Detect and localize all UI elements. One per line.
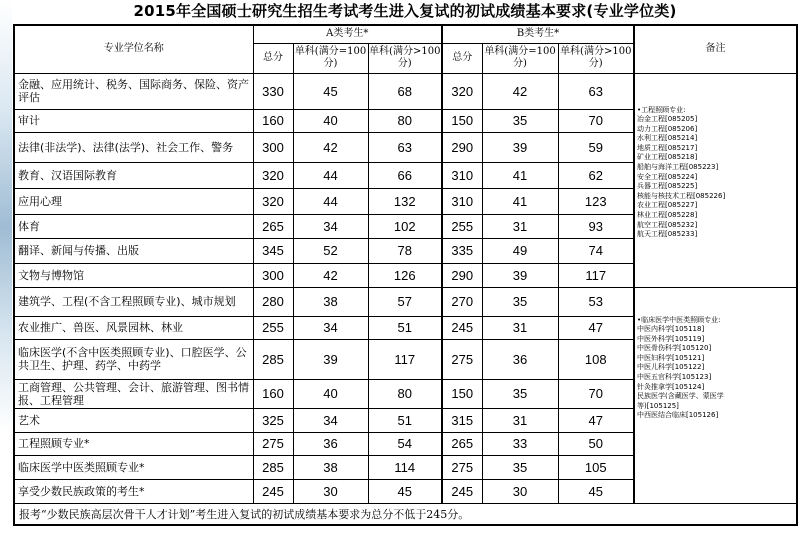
- a-total-cell: 285: [253, 339, 293, 379]
- remarks-item: 中医骨伤科学[105120]: [637, 344, 712, 353]
- header-row-1: [14, 25, 797, 43]
- score-table: [13, 24, 798, 526]
- footer-row: [14, 503, 797, 525]
- b-s2-cell: 123: [558, 188, 634, 214]
- b-s1-cell: 41: [482, 162, 558, 188]
- a-total-cell: 245: [253, 479, 293, 503]
- remarks-item: 地质工程[085217]: [637, 143, 698, 152]
- major-name-cell: 法律(非法学)、法律(法学)、社会工作、警务: [14, 132, 253, 162]
- major-name-cell: 教育、汉语国际教育: [14, 162, 253, 188]
- a-s2-cell: 114: [368, 455, 442, 479]
- b-s2-cell: 74: [558, 238, 634, 263]
- group-a-header: A类考生*: [253, 25, 442, 43]
- a-s1-cell: 40: [293, 379, 368, 408]
- a-single-low-header: 单科(满分=100分): [293, 43, 368, 73]
- a-s1-cell: 34: [293, 214, 368, 238]
- a-s2-cell: 63: [368, 132, 442, 162]
- a-single-high-header: 单科(满分>100分): [368, 43, 442, 73]
- a-s2-cell: 132: [368, 188, 442, 214]
- major-header: 专业学位名称: [14, 25, 253, 73]
- b-s1-cell: 35: [482, 455, 558, 479]
- major-name-cell: 审计: [14, 109, 253, 132]
- b-total-cell: 275: [442, 455, 482, 479]
- remarks-medicine-list: [634, 287, 797, 503]
- remarks-item: 农业工程[085227]: [637, 201, 698, 210]
- a-s2-cell: 80: [368, 109, 442, 132]
- major-name-cell: 工程照顾专业*: [14, 432, 253, 455]
- b-total-cell: 270: [442, 287, 482, 316]
- a-s1-cell: 44: [293, 162, 368, 188]
- a-total-cell: 320: [253, 188, 293, 214]
- remarks-item: 中医五官科学[105123]: [637, 373, 712, 382]
- a-total-cell: 325: [253, 408, 293, 432]
- b-s2-cell: 62: [558, 162, 634, 188]
- b-s1-cell: 49: [482, 238, 558, 263]
- a-total-cell: 285: [253, 455, 293, 479]
- a-s2-cell: 54: [368, 432, 442, 455]
- major-name-cell: 工商管理、公共管理、会计、旅游管理、图书情报、工程管理: [14, 379, 253, 408]
- b-s2-cell: 63: [558, 73, 634, 109]
- remarks-text: [637, 106, 796, 240]
- a-total-cell: 265: [253, 214, 293, 238]
- a-s1-cell: 39: [293, 339, 368, 379]
- b-s2-cell: 45: [558, 479, 634, 503]
- b-total-cell: 150: [442, 109, 482, 132]
- remarks-item: 针灸推拿学[105124]: [637, 382, 705, 391]
- a-s1-cell: 38: [293, 287, 368, 316]
- a-s1-cell: 38: [293, 455, 368, 479]
- remarks-item: 核能与核技术工程[085226]: [637, 191, 726, 200]
- remarks-item: 水利工程[085214]: [637, 134, 698, 143]
- a-s2-cell: 66: [368, 162, 442, 188]
- b-s2-cell: 93: [558, 214, 634, 238]
- b-s1-cell: 31: [482, 408, 558, 432]
- background-image-strip: [0, 0, 12, 542]
- b-total-cell: 275: [442, 339, 482, 379]
- group-b-header: B类考生*: [442, 25, 634, 43]
- b-s2-cell: 53: [558, 287, 634, 316]
- b-total-header: 总分: [442, 43, 482, 73]
- a-total-cell: 275: [253, 432, 293, 455]
- remarks-heading: •临床医学中医类照顾专业:: [637, 315, 721, 324]
- major-name-cell: 农业推广、兽医、风景园林、林业: [14, 316, 253, 339]
- a-total-cell: 255: [253, 316, 293, 339]
- b-s1-cell: 36: [482, 339, 558, 379]
- b-s2-cell: 59: [558, 132, 634, 162]
- a-total-header: 总分: [253, 43, 293, 73]
- b-total-cell: 315: [442, 408, 482, 432]
- a-s1-cell: 42: [293, 263, 368, 287]
- major-name-cell: 应用心理: [14, 188, 253, 214]
- a-s1-cell: 34: [293, 316, 368, 339]
- b-s1-cell: 35: [482, 287, 558, 316]
- remarks-item: 矿业工程[085218]: [637, 153, 698, 162]
- b-s1-cell: 41: [482, 188, 558, 214]
- a-s1-cell: 44: [293, 188, 368, 214]
- b-s2-cell: 47: [558, 316, 634, 339]
- b-single-high-header: 单科(满分>100分): [558, 43, 634, 73]
- remarks-item: 中医内科学[105118]: [637, 325, 705, 334]
- a-total-cell: 160: [253, 109, 293, 132]
- b-s1-cell: 30: [482, 479, 558, 503]
- remarks-item: 安全工程[085224]: [637, 172, 698, 181]
- remarks-text: [637, 316, 796, 422]
- major-name-cell: 翻译、新闻与传播、出版: [14, 238, 253, 263]
- b-total-cell: 255: [442, 214, 482, 238]
- b-total-cell: 245: [442, 316, 482, 339]
- a-s2-cell: 117: [368, 339, 442, 379]
- remarks-heading: •工程照顾专业:: [637, 105, 686, 114]
- major-name-cell: 临床医学中医类照顾专业*: [14, 455, 253, 479]
- page-title: 2015年全国硕士研究生招生考试考生进入复试的初试成绩基本要求(专业学位类): [133, 2, 677, 20]
- table-row: [14, 73, 797, 109]
- footer-note: 报考“少数民族高层次骨干人才计划”考生进入复试的初试成绩基本要求为总分不低于245分。: [14, 503, 797, 525]
- b-total-cell: 245: [442, 479, 482, 503]
- b-total-cell: 290: [442, 263, 482, 287]
- remarks-item: 等)[105125]: [637, 401, 679, 410]
- remarks-header: 备注: [634, 25, 797, 73]
- a-s2-cell: 51: [368, 316, 442, 339]
- remarks-item: 中医妇科学[105121]: [637, 353, 705, 362]
- major-name-cell: 建筑学、工程(不含工程照顾专业)、城市规划: [14, 287, 253, 316]
- a-s1-cell: 52: [293, 238, 368, 263]
- a-s1-cell: 36: [293, 432, 368, 455]
- a-total-cell: 300: [253, 132, 293, 162]
- a-s1-cell: 30: [293, 479, 368, 503]
- a-total-cell: 160: [253, 379, 293, 408]
- remarks-item: 民族医学(含藏医学、蒙医学: [637, 392, 724, 401]
- b-s1-cell: 39: [482, 263, 558, 287]
- remarks-item: 冶金工程[085205]: [637, 115, 698, 124]
- remarks-item: 航空工程[085232]: [637, 220, 698, 229]
- b-s1-cell: 31: [482, 214, 558, 238]
- a-total-cell: 300: [253, 263, 293, 287]
- b-s1-cell: 35: [482, 109, 558, 132]
- b-total-cell: 290: [442, 132, 482, 162]
- remarks-item: 兵器工程[085225]: [637, 182, 698, 191]
- major-name-cell: 文物与博物馆: [14, 263, 253, 287]
- a-total-cell: 345: [253, 238, 293, 263]
- remarks-item: 航天工程[085233]: [637, 230, 698, 239]
- b-s2-cell: 105: [558, 455, 634, 479]
- a-s2-cell: 126: [368, 263, 442, 287]
- a-total-cell: 280: [253, 287, 293, 316]
- remarks-item: 动力工程[085206]: [637, 124, 698, 133]
- a-s2-cell: 45: [368, 479, 442, 503]
- b-s2-cell: 47: [558, 408, 634, 432]
- a-total-cell: 320: [253, 162, 293, 188]
- major-name-cell: 艺术: [14, 408, 253, 432]
- major-name-cell: 临床医学(不含中医类照顾专业)、口腔医学、公共卫生、护理、药学、中药学: [14, 339, 253, 379]
- b-total-cell: 310: [442, 188, 482, 214]
- major-name-cell: 体育: [14, 214, 253, 238]
- major-name-cell: 享受少数民族政策的考生*: [14, 479, 253, 503]
- major-name-cell: 金融、应用统计、税务、国际商务、保险、资产评估: [14, 73, 253, 109]
- a-s2-cell: 102: [368, 214, 442, 238]
- b-total-cell: 320: [442, 73, 482, 109]
- b-s1-cell: 33: [482, 432, 558, 455]
- b-s1-cell: 39: [482, 132, 558, 162]
- b-single-low-header: 单科(满分=100分): [482, 43, 558, 73]
- b-s2-cell: 50: [558, 432, 634, 455]
- remarks-item: 中医外科学[105119]: [637, 334, 705, 343]
- b-total-cell: 265: [442, 432, 482, 455]
- b-total-cell: 150: [442, 379, 482, 408]
- b-s2-cell: 70: [558, 109, 634, 132]
- a-s1-cell: 42: [293, 132, 368, 162]
- a-total-cell: 330: [253, 73, 293, 109]
- b-s2-cell: 70: [558, 379, 634, 408]
- b-s1-cell: 31: [482, 316, 558, 339]
- b-s1-cell: 35: [482, 379, 558, 408]
- a-s2-cell: 78: [368, 238, 442, 263]
- b-s2-cell: 117: [558, 263, 634, 287]
- b-s2-cell: 108: [558, 339, 634, 379]
- a-s2-cell: 57: [368, 287, 442, 316]
- a-s1-cell: 45: [293, 73, 368, 109]
- remarks-item: 中西医结合临床[105126]: [637, 411, 719, 420]
- table-row: [14, 287, 797, 316]
- a-s2-cell: 80: [368, 379, 442, 408]
- b-total-cell: 310: [442, 162, 482, 188]
- remarks-item: 船舶与海洋工程[085223]: [637, 163, 719, 172]
- a-s2-cell: 51: [368, 408, 442, 432]
- b-s1-cell: 42: [482, 73, 558, 109]
- b-total-cell: 335: [442, 238, 482, 263]
- a-s2-cell: 68: [368, 73, 442, 109]
- remarks-item: 林业工程[085228]: [637, 211, 698, 220]
- remarks-engineering-list: [634, 73, 797, 287]
- a-s1-cell: 34: [293, 408, 368, 432]
- a-s1-cell: 40: [293, 109, 368, 132]
- remarks-item: 中医儿科学[105122]: [637, 363, 705, 372]
